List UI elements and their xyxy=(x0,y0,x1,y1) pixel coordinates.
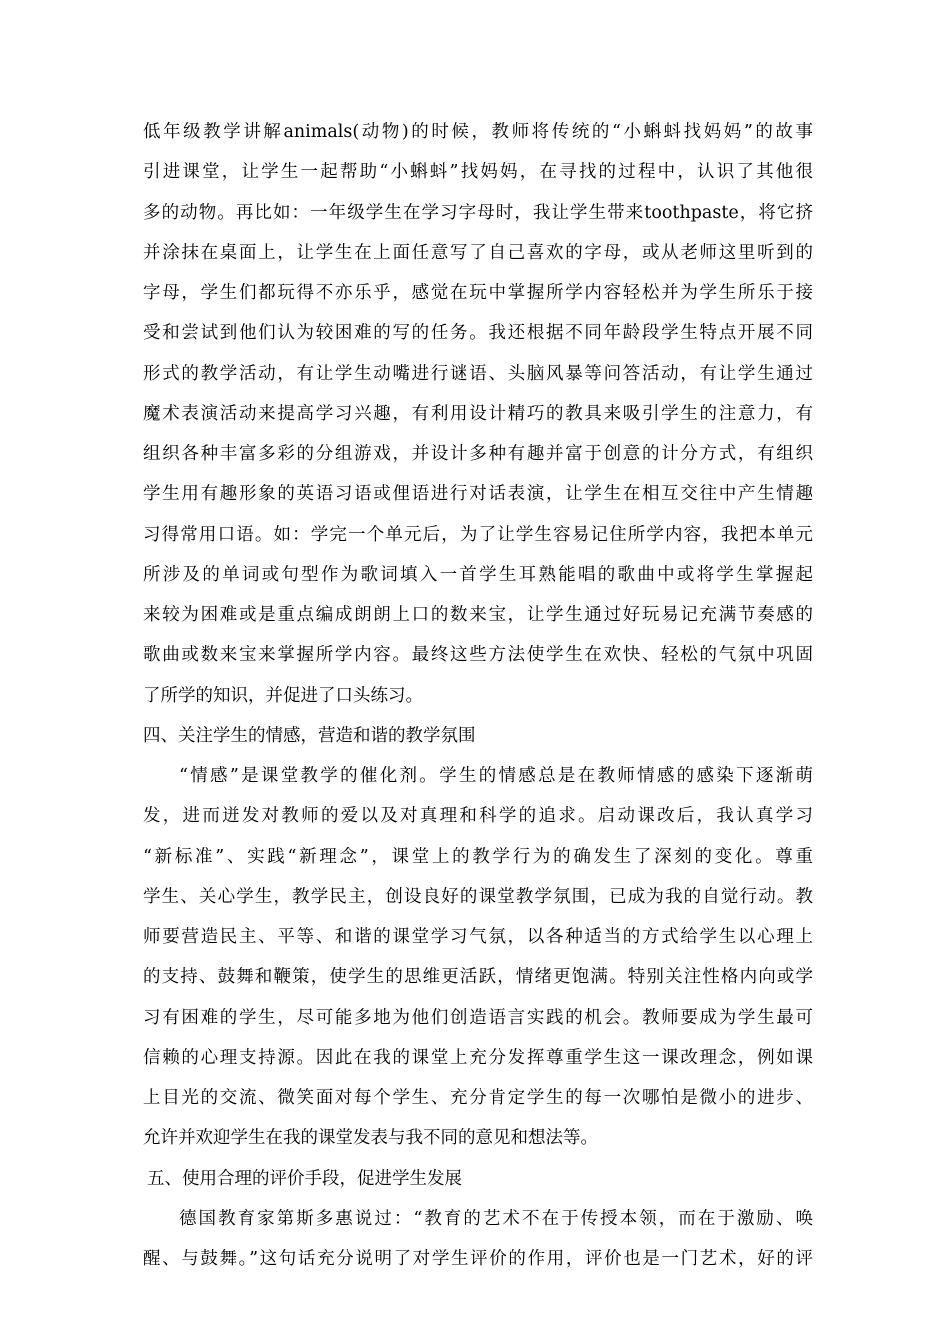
text-line: 魔术表演活动来提高学习兴趣，有利用设计精巧的教具来吸引学生的注意力，有 xyxy=(143,403,813,424)
text-line: 德国教育家第斯多惠说过：“教育的艺术不在于传授本领，而在于激励、唤 xyxy=(179,1208,813,1229)
text-line: 所涉及的单词或句型作为歌词填入一首学生耳熟能唱的歌曲中或将学生掌握起 xyxy=(143,564,813,585)
text-line: 并涂抹在桌面上，让学生在上面任意写了自己喜欢的字母，或从老师这里听到的 xyxy=(143,242,813,263)
text-line: 多的动物。再比如：一年级学生在学习字母时，我让学生带来toothpaste，将它挤 xyxy=(143,202,813,223)
text-line: 低年级教学讲解animals(动物)的时候，教师将传统的“小蝌蚪找妈妈”的故事 xyxy=(143,122,813,142)
text-line: 引进课堂，让学生一起帮助“小蝌蚪”找妈妈，在寻找的过程中，认识了其他很 xyxy=(143,162,813,183)
text-line: 醒、与鼓舞。”这句话充分说明了对学生评价的作用，评价也是一门艺术，好的评 xyxy=(143,1249,813,1269)
text-line: 学生、关心学生，教学民主，创设良好的课堂教学氛围，已成为我的自觉行动。教 xyxy=(143,886,813,907)
text-line: 受和尝试到他们认为较困难的写的任务。我还根据不同年龄段学生特点开展不同 xyxy=(143,323,813,344)
text-line: 上目光的交流、微笑面对每个学生、充分肯定学生的每一次哪怕是微小的进步、 xyxy=(143,1088,813,1108)
text-line: 歌曲或数来宝来掌握所学内容。最终这些方法使学生在欢快、轻松的气氛中巩固 xyxy=(143,645,813,666)
text-line: 允许并欢迎学生在我的课堂发表与我不同的意见和想法等。 xyxy=(143,1128,598,1149)
text-line: 了所学的知识，并促进了口头练习。 xyxy=(143,685,423,706)
text-line: 来较为困难或是重点编成朗朗上口的数来宝，让学生通过好玩易记充满节奏感的 xyxy=(143,605,813,625)
text-line: 的支持、鼓舞和鞭策，使学生的思维更活跃，情绪更饱满。特别关注性格内向或学 xyxy=(143,967,813,988)
text-line: 习得常用口语。如：学完一个单元后，为了让学生容易记住所学内容，我把本单元 xyxy=(143,524,813,545)
text-line: “情感”是课堂教学的催化剂。学生的情感总是在教师情感的感染下逐渐萌 xyxy=(179,766,813,786)
text-line: “新标准”、实践“新理念”，课堂上的教学行为的确发生了深刻的变化。尊重 xyxy=(143,846,813,867)
section-heading: 五、使用合理的评价手段，促进学生发展 xyxy=(147,1168,462,1189)
text-line: 形式的教学活动，有让学生动嘴进行谜语、头脑风暴等问答活动，有让学生通过 xyxy=(143,363,813,384)
section-heading: 四、关注学生的情感，营造和谐的教学氛围 xyxy=(143,725,476,746)
text-line: 字母，学生们都玩得不亦乐乎，感觉在玩中掌握所学内容轻松并为学生所乐于接 xyxy=(143,283,813,303)
text-line: 学生用有趣形象的英语习语或俚语进行对话表演，让学生在相互交往中产生情趣 xyxy=(143,484,813,505)
text-line: 组织各种丰富多彩的分组游戏，并设计多种有趣并富于创意的计分方式，有组织 xyxy=(143,444,813,464)
text-line: 师要营造民主、平等、和谐的课堂学习气氛，以各种适当的方式给学生以心理上 xyxy=(143,927,813,947)
text-line: 信赖的心理支持源。因此在我的课堂上充分发挥尊重学生这一课改理念，例如课 xyxy=(143,1047,813,1068)
text-line: 习有困难的学生，尽可能多地为他们创造语言实践的机会。教师要成为学生最可 xyxy=(143,1007,813,1028)
text-line: 发，进而迸发对教师的爱以及对真理和科学的追求。启动课改后，我认真学习 xyxy=(143,806,813,827)
